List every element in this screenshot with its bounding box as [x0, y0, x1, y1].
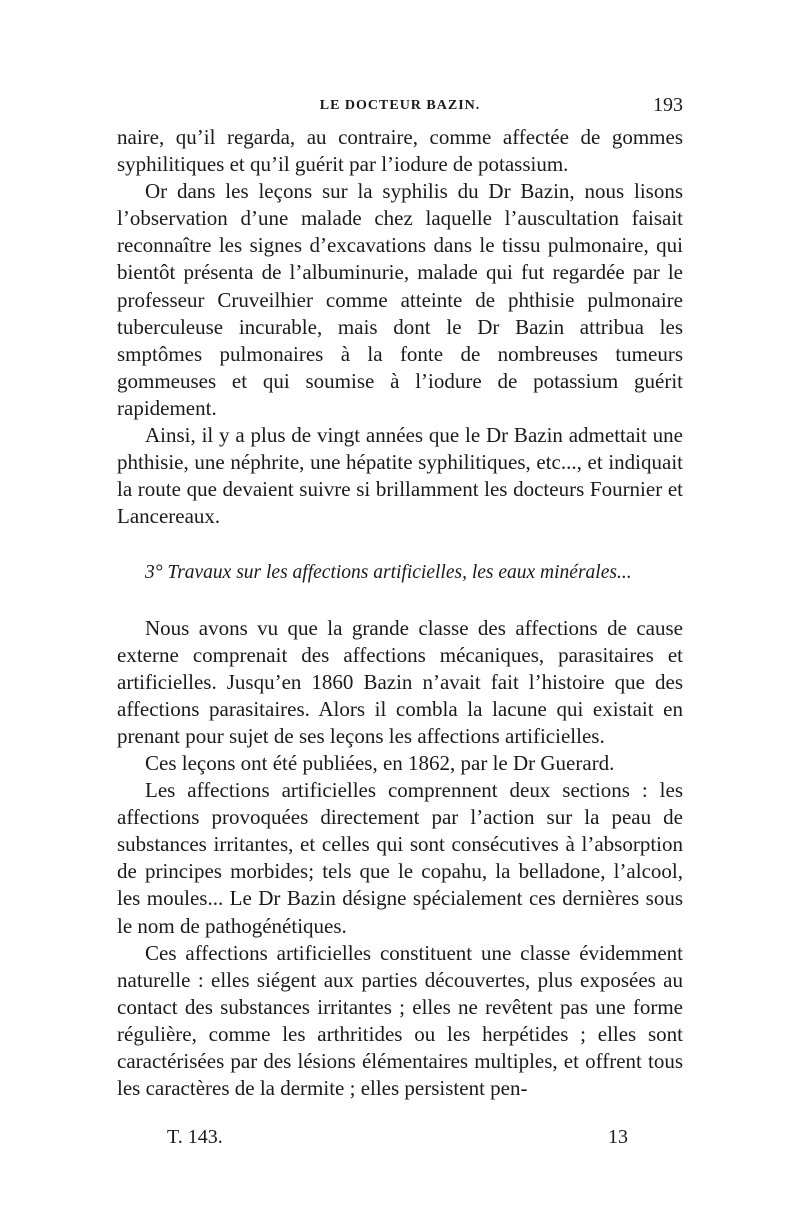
page-body — [117, 124, 683, 1102]
paragraph: Ainsi, il y a plus de vingt années que le Dr Bazin admettait une phthisie, une néphrite, une hépatite syphilitiques, etc..., et indiquait la route que devaient suivre si brillamment les docteurs Fournier et Lancereaux. — [117, 423, 683, 529]
paragraph: Nous avons vu que la grande classe des affections de cause externe comprenait des affections mécaniques, parasitaires et artificielles. Jusqu’en 1860 Bazin n’avait fait l’histoire que des affections parasitaires. Alors il combla la lacune qui existait en prenant pour sujet de ses leçons les affections artificielles. — [117, 615, 683, 748]
page-number: 193 — [653, 94, 683, 116]
running-title: LE DOCTEUR BAZIN. — [319, 98, 481, 113]
section-heading: 3° Travaux sur les affections artificielles, les eaux minérales... — [145, 562, 632, 584]
paragraph: Or dans les leçons sur la syphilis du Dr Bazin, nous lisons l’observation d’une malade chez laquelle l’auscultation faisait reconnaître les signes d’excavations dans le tissu pulmonaire, qui bientôt présenta de l’albuminurie, malade qui fut regardée par le professeur Cruveilhier comme atteinte de phthisie pulmonaire tuberculeuse incurable, mais dont le Dr Bazin attribua les smptômes pulmonaires à la fonte de nombreuses tumeurs gommeuses et qui soumise à l’iodure de potassium guérit rapidement. — [117, 179, 683, 420]
gathering-number: 13 — [608, 1126, 628, 1148]
page-header — [117, 94, 683, 122]
page-footer — [117, 1126, 683, 1152]
signature-mark: T. 143. — [167, 1126, 223, 1148]
paragraph: naire, qu’il regarda, au contraire, comme affectée de gommes syphilitiques et qu’il guérit par l’iodure de potassium. — [117, 125, 683, 177]
paragraph: Ces affections artificielles constituent une classe évidemment naturelle : elles siégent aux parties découvertes, plus exposées au contact des substances irritantes ; elles ne revêtent pas une forme régulière, comme les arthritides ou les herpétides ; elles sont caractérisées par des lésions élémentaires multiples, et offrent tous les caractères de la dermite ; elles persistent pen- — [117, 940, 683, 1101]
paragraph: Les affections artificielles comprennent deux sections : les affections provoquées directement par l’action sur la peau de substances irritantes, et celles qui sont consécutives à l’absorption de principes morbides; tels que le copahu, la belladone, l’alcool, les moules... Le Dr Bazin désigne spécialement ces dernières sous le nom de pathogénétiques. — [117, 778, 683, 938]
paragraph: Ces leçons ont été publiées, en 1862, par le Dr Guerard. — [145, 750, 615, 775]
